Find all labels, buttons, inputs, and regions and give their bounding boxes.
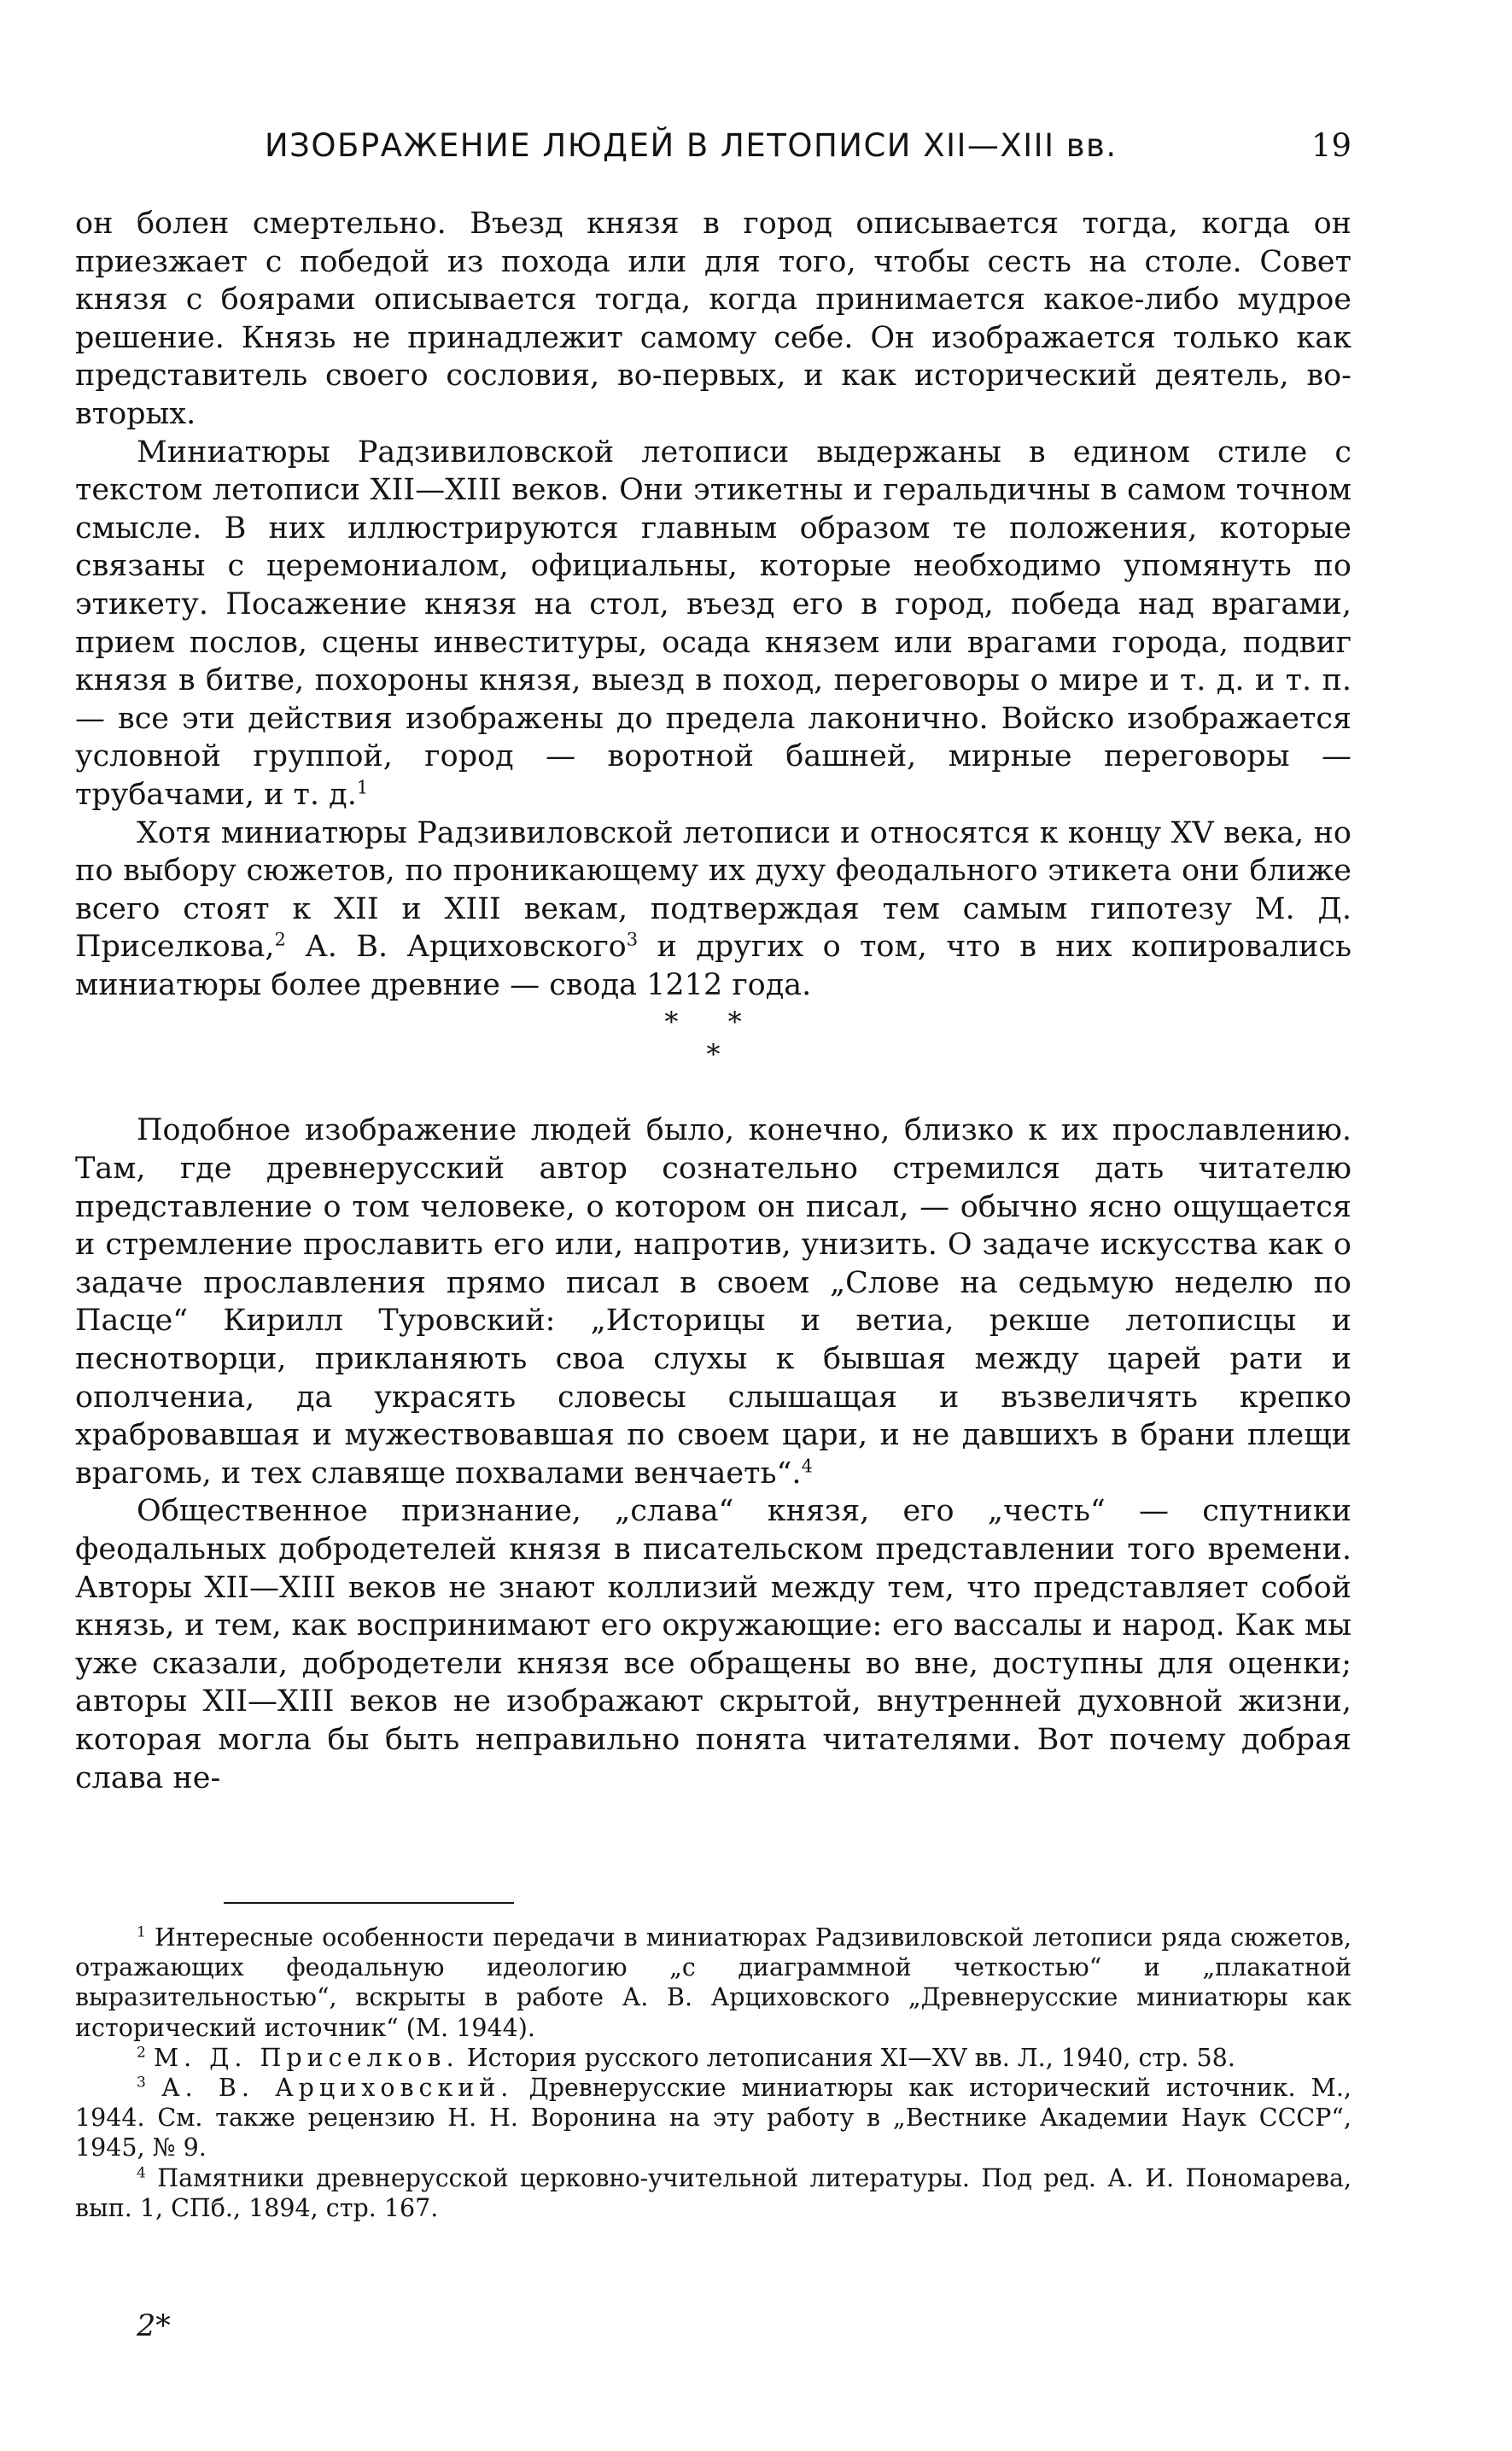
page-header — [75, 124, 1351, 175]
signature-mark: 2* — [137, 2309, 171, 2343]
footnote-divider — [224, 1902, 514, 1904]
paragraph-2 — [75, 434, 1351, 814]
paragraph-1-text: он болен смертельно. Въезд князя в город описывается тогда, когда он приезжает с победой из похода или для того, чтобы сесть на столе. Совет князя с боярами описывается тогда, когда принимается какое-либо мудрое решение. Князь не принадлежит самому себе. Он изображается только как представитель своего сословия, во-первых, и как исторический деятель, во-вторых. — [75, 207, 1351, 431]
footnote-3 — [75, 2073, 1351, 2163]
footnote-2-author: М. Д. Приселков. — [153, 2043, 459, 2072]
paragraph-3-text-a: Хотя миниатюры Радзивиловской летописи и относятся к концу XV века, но по выбору сюжетов, по проникающему их духу феодального этикета они ближе всего стоят к XII и XIII векам, подтверждая тем самым гипотезу М. Д. Приселкова, — [75, 815, 1351, 965]
footnote-4-text: Памятники древнерусской церковно-учительной литературы. Под ред. А. И. Пономарева, вып. 1, СПб., 1894, стр. 167. — [75, 2163, 1352, 2222]
footnote-2 — [75, 2043, 1351, 2073]
paragraph-4 — [75, 1112, 1351, 1492]
footnote-ref-3: 3 — [626, 929, 639, 950]
paragraph-4-text: Подобное изображение людей было, конечно, близко к их прославлению. Там, где древнерусский автор сознательно стремился дать читателю представление о том человеке, о котором он писал, — обычно ясно ощущается и стремление прославить его или, напротив, унизить. О задаче искусства как о задаче прославления прямо писал в своем „Слове на седьмую неделю по Пасце“ Кирилл Туровский: „Историцы и ветиа, рекше летописцы и песнотворци, прикланяють своа слухы к бывшая между царей рати и ополчениа, да украсять словесы слышащая и възвеличять крепко храбровавшая и мужествовавшая по своем цари, и не давшихъ в брани плещи врагомь, и тех славяще похвалами венчаеть“. — [75, 1113, 1351, 1491]
footnote-1 — [75, 1923, 1351, 2043]
footnote-1-text: Интересные особенности передачи в миниатюрах Радзивиловской летописи ряда сюжетов, отражающих феодальную идеологию „с диаграммной четкостью“ и „плакатной выразительностью“, вскрыты в работе А. В. Арциховского „Древнерусские миниатюры как исторический источник“ (М. 1944). — [75, 1923, 1351, 2042]
footnote-ref-2: 2 — [274, 929, 286, 950]
footnote-3-text: Древнерусские миниатюры как исторический источник. М., 1944. См. также рецензию Н. Н. Воронина на эту работу в „Вестнике Академии Наук СССР“, 1945, № 9. — [75, 2074, 1351, 2162]
footnote-3-mark: 3 — [137, 2074, 146, 2092]
main-text — [75, 205, 1351, 1797]
paragraph-3-text-c: и других о том, что в них копировались миниатюры более древние — свода 1212 года. — [75, 930, 1351, 1002]
running-title: ИЗОБРАЖЕНИЕ ЛЮДЕЙ В ЛЕТОПИСИ XII—XIII вв. — [265, 127, 1118, 164]
section-separator — [75, 1006, 1351, 1071]
paragraph-1 — [75, 205, 1351, 434]
page-number: 19 — [1311, 127, 1351, 164]
footnote-2-text: История русского летописания XI—XV вв. Л., 1940, стр. 58. — [458, 2043, 1235, 2072]
separator-top: * * — [664, 1006, 762, 1039]
separator-bottom: * — [706, 1038, 721, 1071]
footnote-4-mark: 4 — [137, 2164, 146, 2182]
paragraph-3 — [75, 814, 1351, 1005]
paragraph-5 — [75, 1492, 1351, 1797]
footnote-ref-1: 1 — [356, 777, 369, 798]
footnotes — [75, 1923, 1351, 2223]
footnote-2-mark: 2 — [137, 2044, 146, 2062]
footnote-ref-4: 4 — [801, 1456, 813, 1477]
footnote-3-author: А. В. Арциховский. — [161, 2074, 514, 2103]
paragraph-5-text: Общественное признание, „слава“ князя, его „честь“ — спутники феодальных добродетелей князя в писательском представлении того времени. Авторы XII—XIII веков не знают коллизий между тем, что представляет собой князь, и тем, как воспринимают его окружающие: его вассалы и народ. Как мы уже сказали, добродетели князя все обращены во вне, доступны для оценки; авторы XII—XIII веков не изображают скрытой, внутренней духовной жизни, которая могла бы быть неправильно понята читателями. Вот почему добрая слава не- — [75, 1494, 1351, 1795]
footnote-1-mark: 1 — [137, 1923, 146, 1941]
footnote-4 — [75, 2163, 1351, 2223]
paragraph-3-text-b: А. В. Арциховского — [285, 930, 627, 965]
paragraph-2-text: Миниатюры Радзивиловской летописи выдержаны в едином стиле с текстом летописи XII—XIII веков. Они этикетны и геральдичны в самом точном смысле. В них иллюстрируются главным образом те положения, которые связаны с церемониалом, официальны, которые необходимо упомянуть по этикету. Посажение князя на стол, въезд его в город, победа над врагами, прием послов, сцены инвеституры, осада князем или врагами города, подвиг князя в битве, похороны князя, выезд в поход, переговоры о мире и т. д. и т. п. — все эти действия изображены до предела лаконично. Войско изображается условной группой, город — воротной башней, мирные переговоры — трубачами, и т. д. — [75, 435, 1351, 812]
